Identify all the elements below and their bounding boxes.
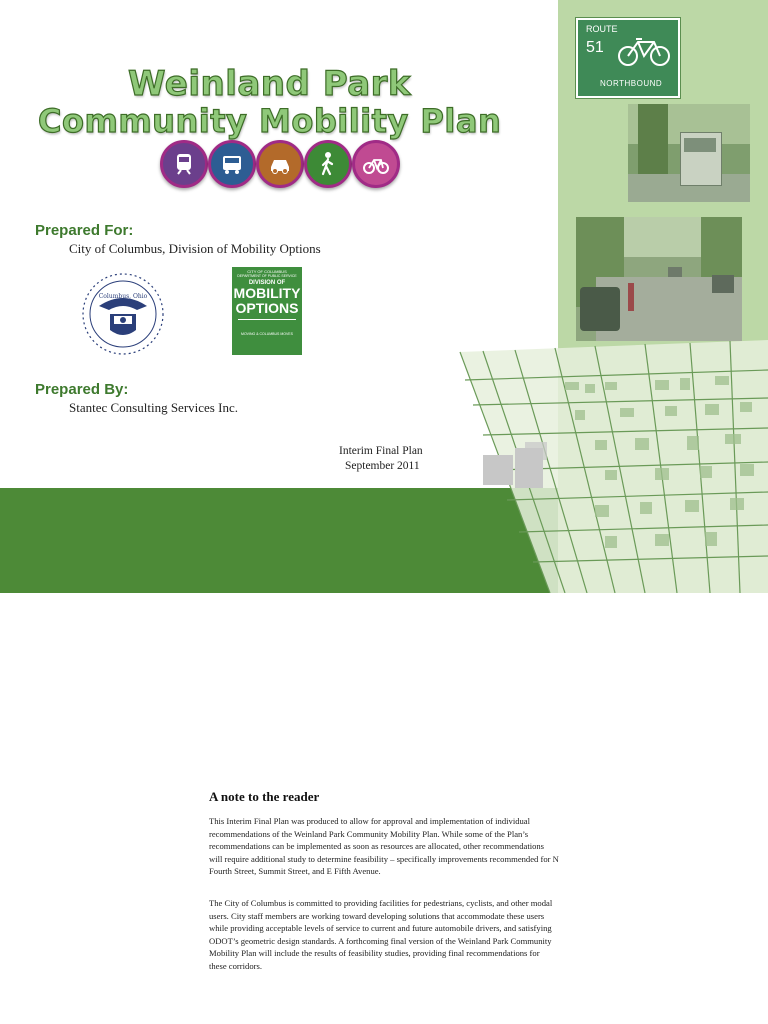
route-direction: NORTHBOUND: [600, 79, 663, 88]
pedestrian-icon: [304, 140, 352, 188]
logo-city-text: CITY OF COLUMBUS: [247, 269, 287, 274]
bus-icon: [208, 140, 256, 188]
plan-type: Interim Final Plan: [339, 445, 423, 457]
street-map-graphic: [455, 340, 768, 593]
prepared-for-heading: Prepared For:: [35, 222, 134, 239]
logo-division-text: DIVISION OF: [248, 280, 286, 286]
rail-icon: [160, 140, 208, 188]
logo-mobility-text: MOBILITY: [233, 285, 301, 301]
logo-dept-text: DEPARTMENT OF PUBLIC SERVICE: [237, 274, 297, 278]
prepared-by-org: Stantec Consulting Services Inc.: [69, 400, 238, 415]
city-seal-logo: [77, 268, 169, 360]
mobility-options-logo: [232, 267, 302, 355]
seal-text: Columbus, Ohio: [98, 293, 148, 300]
prepared-for-org: City of Columbus, Division of Mobility Options: [69, 241, 321, 256]
car-icon: [256, 140, 304, 188]
note-paragraph-1: This Interim Final Plan was produced to allow for approval and implementation of individual recommendations of the Weinland Park Community Mobility Plan. While some of the Plan’s recommendations can be implemented as soon as resources are allocated, other recommendations will require additional study to determine feasibility – specifically improvements recommended for N Fourth Street, Summit Street, and E Fifth Avenue.: [209, 816, 559, 876]
title-line-2: Community Mobility Plan: [38, 102, 502, 140]
title-line-1: Weinland Park: [128, 64, 412, 104]
bike-route-sign: [576, 18, 680, 98]
sign-bicycle-icon: [616, 34, 672, 68]
bus-street-photo: [628, 104, 750, 202]
bicycle-icon: [352, 140, 400, 188]
note-paragraph-2: The City of Columbus is committed to providing facilities for pedestrians, cyclists, and other modal users. City staff members are working toward developing solutions that accommodate these users while providing acceptable levels of service to current and future automobile drivers, and satisfying ODOT’s geometric design standards. A forthcoming final version of the Weinland Park Community Mobility Plan will include the results of feasibility studies, providing final recommendations for these corridors.: [209, 898, 553, 971]
logo-tagline: MOVING & COLUMBUS MOVES: [241, 332, 293, 336]
route-label: ROUTE: [586, 24, 618, 34]
cyclist-street-photo: [576, 217, 742, 341]
note-title: A note to the reader: [209, 789, 320, 804]
route-number: 51: [586, 39, 604, 56]
logo-options-text: OPTIONS: [235, 300, 299, 316]
plan-date: September 2011: [345, 460, 420, 472]
logo-mode-icons: [238, 319, 296, 330]
prepared-by-heading: Prepared By:: [35, 381, 129, 398]
